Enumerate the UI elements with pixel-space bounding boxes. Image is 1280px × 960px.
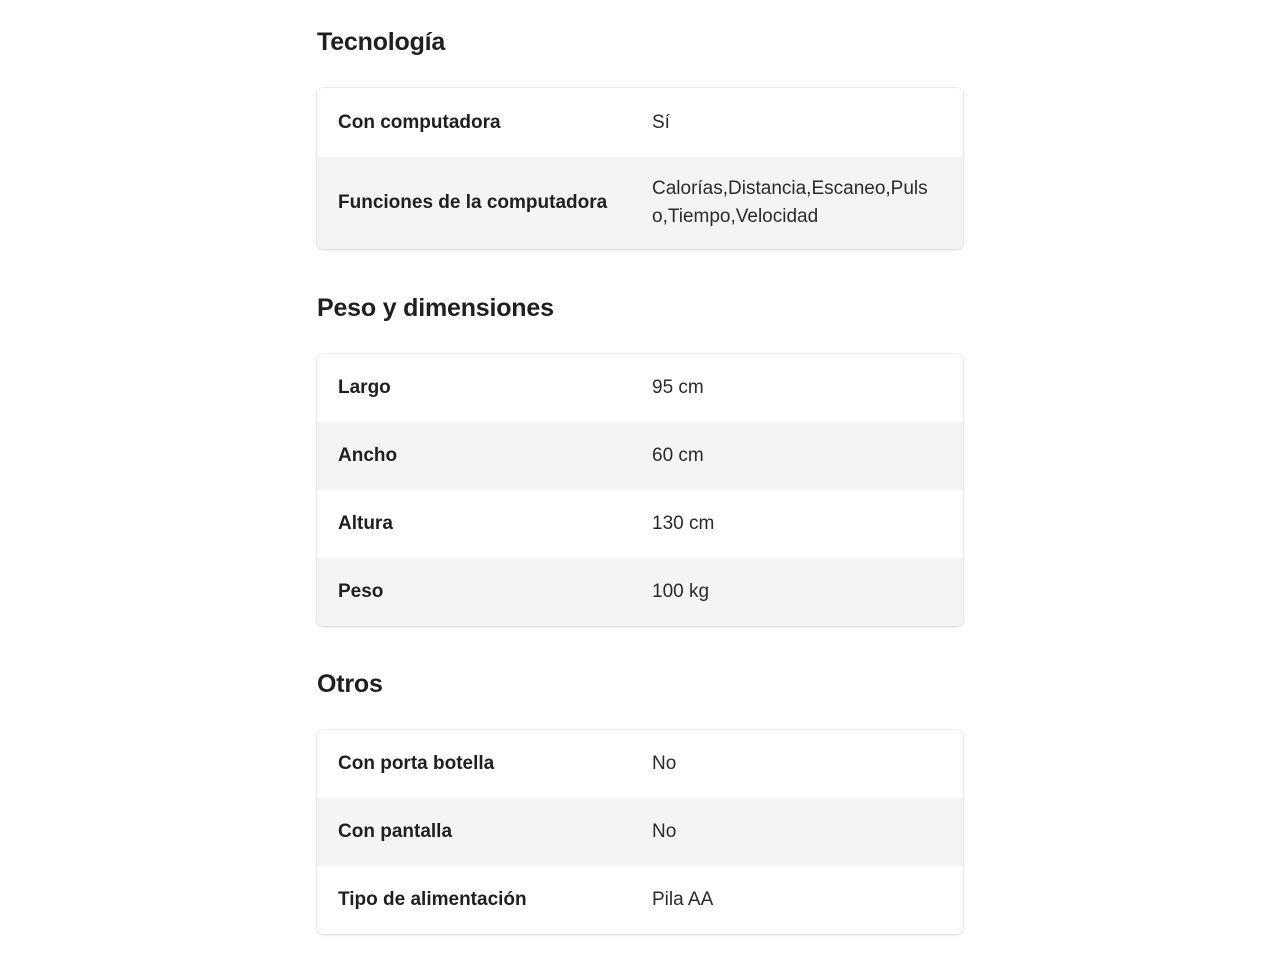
spec-label: Funciones de la computadora [338,192,608,213]
spec-value: Pila AA [652,889,714,910]
table-row [317,157,963,249]
spec-table-tecnologia [317,88,963,249]
spec-value: No [652,753,677,774]
spec-value: No [652,821,677,842]
table-row [317,730,963,798]
spec-label: Altura [338,513,393,534]
table-row [317,354,963,422]
spec-table-otros [317,730,963,934]
spec-value: 130 cm [652,513,715,534]
table-row [317,88,963,157]
section-title-otros: Otros [317,670,383,698]
table-row [317,558,963,626]
spec-label: Con porta botella [338,753,495,774]
spec-value: Calorías,Distancia,Escaneo,Pulso,Tiempo,Velocidad [652,178,928,227]
spec-value: Sí [652,111,670,133]
spec-label: Peso [338,581,384,602]
spec-value: 60 cm [652,445,704,466]
spec-value: 100 kg [652,581,710,602]
table-row [317,798,963,866]
section-title-tecnologia: Tecnología [317,28,446,56]
spec-label: Ancho [338,445,398,466]
spec-label: Con computadora [338,111,501,133]
spec-label: Con pantalla [338,821,453,842]
spec-label: Tipo de alimentación [338,889,527,910]
spec-label: Largo [338,377,391,398]
spec-value: 95 cm [652,377,704,398]
section-title-peso-y-dimensiones: Peso y dimensiones [317,294,554,322]
table-row [317,866,963,934]
spec-table-peso-y-dimensiones [317,354,963,626]
table-row [317,490,963,558]
table-row [317,422,963,490]
